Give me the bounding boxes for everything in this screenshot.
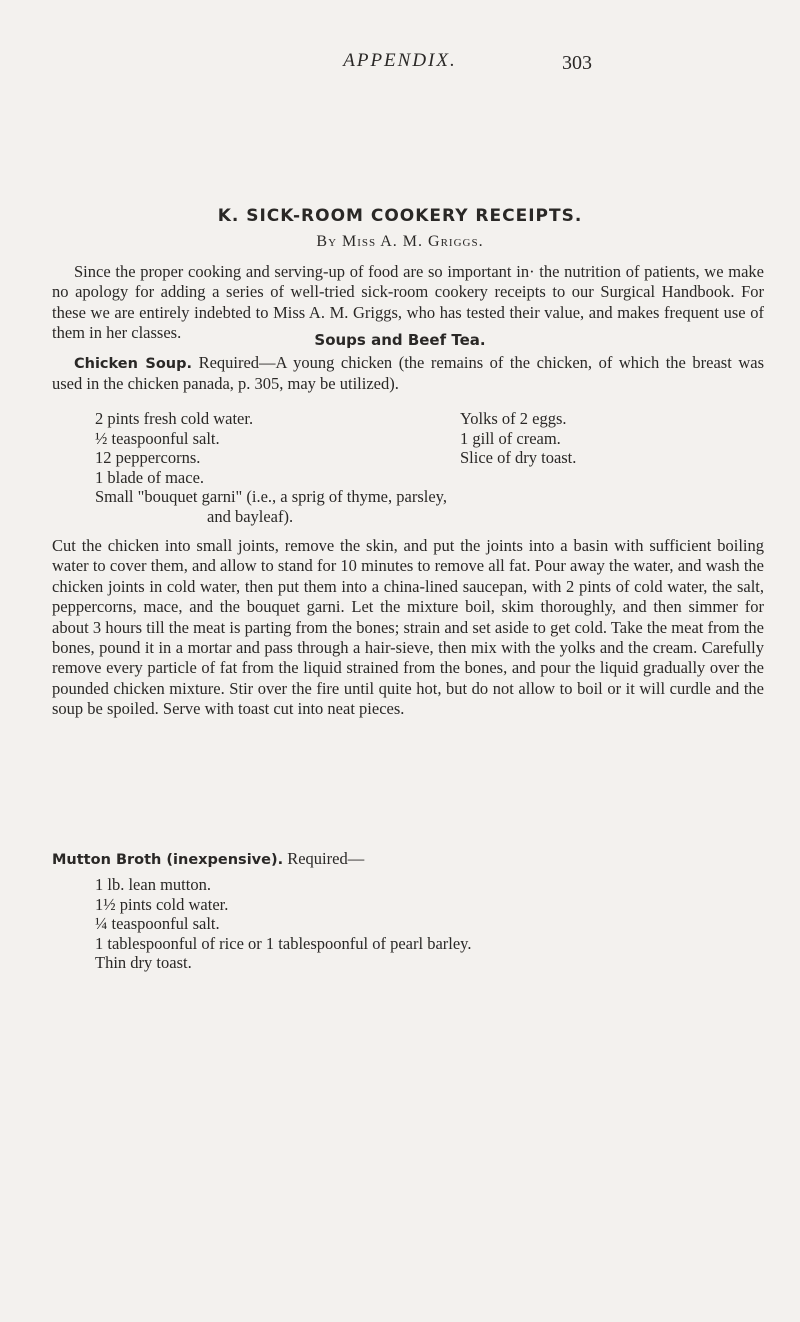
ingredient-line: 1½ pints cold water. bbox=[95, 894, 229, 914]
ingredient-line: Slice of dry toast. bbox=[460, 448, 577, 467]
section-title: K. SICK-ROOM COOKERY RECEIPTS. bbox=[217, 206, 583, 226]
mutton-ingredients bbox=[95, 875, 471, 973]
ingredient-line: ¼ teaspoonful salt. bbox=[95, 914, 220, 933]
ingredient-line: 1 lb. lean mutton. bbox=[95, 875, 211, 894]
mutton-broth-heading bbox=[52, 849, 364, 869]
bouquet-line-1: Small "bouquet garni" (i.e., a sprig of thyme, parsley, bbox=[95, 487, 447, 506]
chicken-ingredients-left bbox=[95, 409, 253, 487]
recipe-name-chicken-soup: Chicken Soup. bbox=[74, 356, 193, 372]
ingredient-line: 1 blade of mace. bbox=[95, 467, 205, 487]
chicken-soup-method: Cut the chicken into small joints, remove the skin, and put the joints into a basin with sufficient boiling water to cover them, and allow to stand for 10 minutes to remove all fat. Pour away the water, and wash the chicken joints in cold water, then put them into a china-lined saucepan, with 2 pints of cold water, the salt, peppercorns, mace, and the bouquet garni. Let the mixture boil, skim thoroughly, and then simmer for about 3 hours till the meat is parting from the bones; strain and set aside to get cold. Take the meat from the bones, pound it in a mortar and pass through a hair-sieve, then mix with the yolks and the cream. Carefully remove every particle of fat from the liquid strained from the bones, and pour the liquid gradually over the pounded chicken mixture. Stir over the fire until quite hot, but do not allow to boil or it will curdle and the soup be spoiled. Serve with toast cut into neat pieces. bbox=[52, 536, 764, 719]
bouquet-line-2: and bayleaf). bbox=[207, 506, 294, 526]
byline: By Miss A. M. Griggs. bbox=[316, 233, 484, 250]
ingredient-line: 1 tablespoonful of rice or 1 tablespoonful of pearl barley. bbox=[95, 933, 472, 953]
ingredient-line: ½ teaspoonful salt. bbox=[95, 428, 220, 448]
ingredient-line: Thin dry toast. bbox=[95, 953, 192, 972]
ingredient-line: Yolks of 2 eggs. bbox=[460, 409, 567, 428]
page-number: 303 bbox=[562, 52, 592, 74]
mutton-broth-required: Required— bbox=[287, 849, 365, 868]
running-head: APPENDIX. bbox=[343, 50, 457, 71]
ingredient-line: 1 gill of cream. bbox=[460, 428, 561, 448]
subhead-soups: Soups and Beef Tea. bbox=[314, 331, 486, 349]
bouquet-garni-ingredient bbox=[95, 487, 765, 526]
ingredient-line: 2 pints fresh cold water. bbox=[95, 409, 254, 428]
chicken-soup-required: Required—A young chicken (the remains of the chicken, of which the breast was used in the chicken panada, p. 305, may be utilized). bbox=[52, 353, 765, 394]
chicken-ingredients-right bbox=[460, 409, 576, 468]
ingredient-line: 12 peppercorns. bbox=[95, 448, 201, 467]
recipe-name-mutton-broth: Mutton Broth (inexpensive). bbox=[52, 852, 284, 868]
intro-paragraph: Since the proper cooking and serving-up of food are so important in· the nutrition of patients, we make no apology for adding a series of well-tried sick-room cookery receipts to our Surgical Handbook. For these we are entirely indebted to Miss A. M. Griggs, who has tested their value, and makes frequent use of them in her classes. bbox=[52, 262, 764, 343]
chicken-soup-intro bbox=[52, 353, 764, 395]
